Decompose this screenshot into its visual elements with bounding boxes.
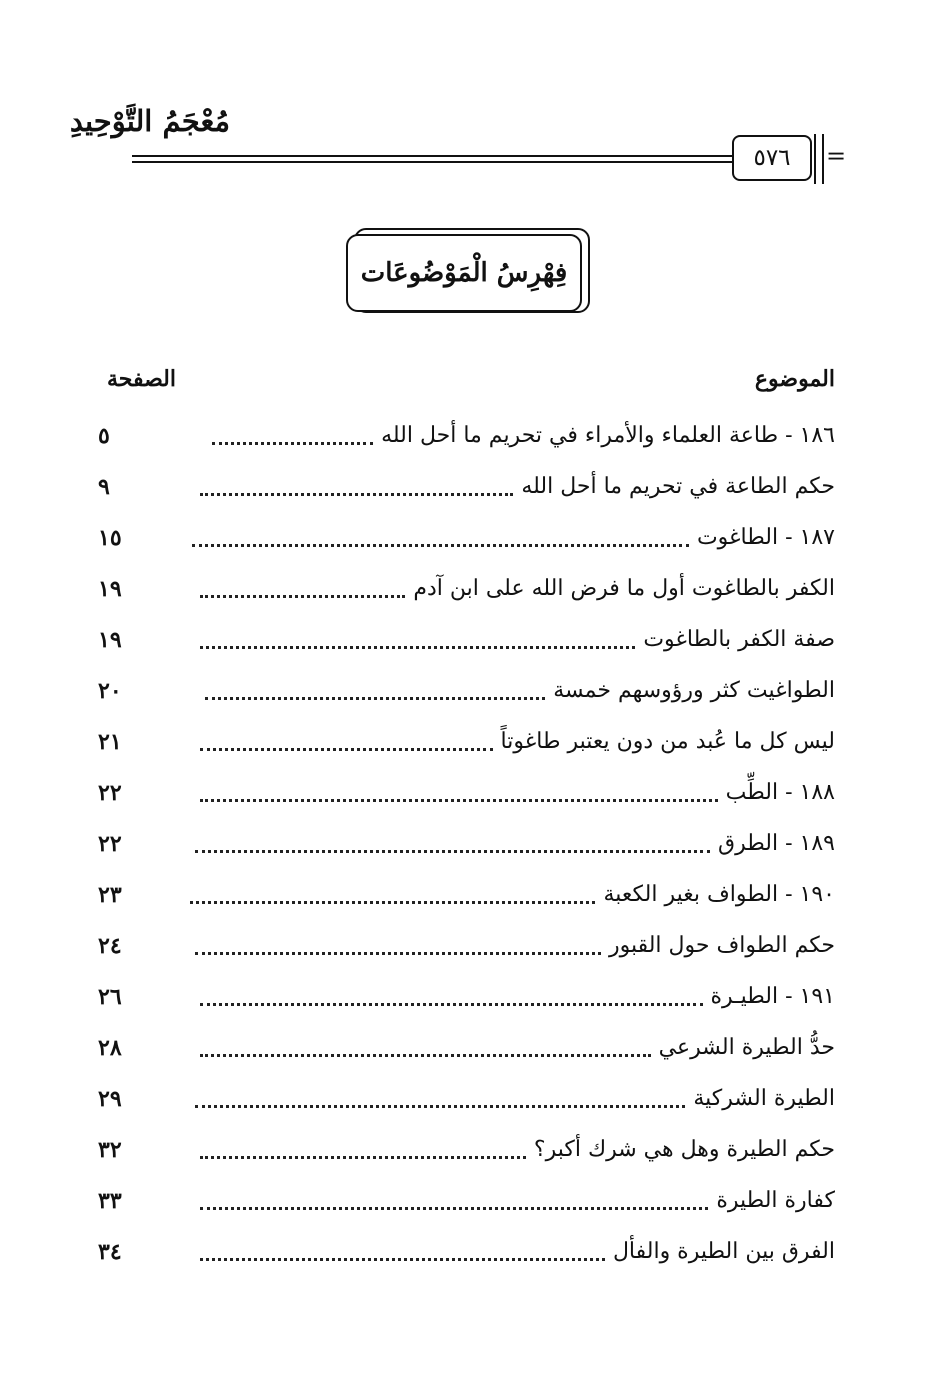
toc-entry[interactable] [60, 1232, 850, 1272]
toc-dot-leader [205, 697, 545, 700]
toc-dot-leader [200, 748, 493, 751]
toc-dot-leader [195, 850, 710, 853]
toc-dot-leader [192, 544, 689, 547]
toc-dot-leader [212, 442, 373, 445]
toc-entry-page: ٣٤ [98, 1239, 122, 1265]
toc-entry-page: ٢٦ [98, 984, 122, 1010]
toc-entry-topic: الطيرة الشركية [693, 1086, 835, 1111]
toc-entry-page: ٢٢ [98, 780, 122, 806]
toc-dot-leader [200, 1003, 703, 1006]
toc-entry-topic: حكم الطيرة وهل هي شرك أكبر؟ [533, 1137, 835, 1162]
toc-dot-leader [200, 799, 718, 802]
toc-entry[interactable] [60, 977, 850, 1017]
toc-entry-page: ١٥ [98, 525, 122, 551]
toc-entry-topic: ١٩١ - الطيـرة [710, 984, 835, 1009]
toc-entry[interactable] [60, 773, 850, 813]
title-box [346, 234, 582, 312]
toc-entry-page: ٩ [98, 474, 110, 500]
toc-dot-leader [200, 1207, 708, 1210]
toc-dot-leader [200, 646, 635, 649]
toc-entry[interactable] [60, 875, 850, 915]
toc-entry-page: ٢١ [98, 729, 122, 755]
toc-entry-page: ٢٢ [98, 831, 122, 857]
toc-entry-topic: حكم الطاعة في تحريم ما أحل الله [521, 474, 835, 499]
column-header-page: الصفحة [106, 366, 176, 392]
toc-dot-leader [195, 1105, 685, 1108]
running-header-title: مُعْجَمُ التَّوْحِيدِ [69, 104, 230, 138]
toc-dot-leader [195, 952, 601, 955]
toc-entry-topic: ١٩٠ - الطواف بغير الكعبة [603, 882, 835, 907]
toc-entry-topic: صفة الكفر بالطاغوت [643, 627, 835, 652]
page-title: فِهْرِسُ الْمَوْضُوعَات [360, 258, 568, 288]
toc-entry-topic: الفرق بين الطيرة والفأل [612, 1239, 835, 1264]
toc-entry[interactable] [60, 569, 850, 609]
toc-dot-leader [200, 1156, 526, 1159]
toc-entry-page: ٣٣ [98, 1188, 122, 1214]
header-ornament: = [826, 142, 847, 170]
toc-entry[interactable] [60, 518, 850, 558]
toc-entry-page: ٢٩ [98, 1086, 122, 1112]
toc-entry-page: ٢٣ [98, 882, 122, 908]
page-number-box [732, 135, 812, 181]
toc-entry[interactable] [60, 1181, 850, 1221]
toc-entry[interactable] [60, 1028, 850, 1068]
toc-entry[interactable] [60, 926, 850, 966]
toc-entry-page: ١٩ [98, 576, 122, 602]
toc-entry-page: ٥ [98, 423, 110, 449]
header-rule-bottom [132, 161, 732, 163]
toc-dot-leader [200, 1054, 651, 1057]
toc-entry-page: ١٩ [98, 627, 122, 653]
header-double-bar [814, 134, 824, 184]
toc-entry-page: ٢٠ [98, 678, 122, 704]
toc-entry-topic: الكفر بالطاغوت أول ما فرض الله على ابن آدم [413, 576, 835, 601]
toc-entry-topic: ١٨٨ - الطِّب [725, 780, 835, 805]
toc-entry-page: ٣٢ [98, 1137, 122, 1163]
toc-entry-topic: ١٨٧ - الطاغوت [696, 525, 835, 550]
toc-dot-leader [200, 493, 513, 496]
toc-entry-topic: حدُّ الطيرة الشرعي [658, 1035, 835, 1060]
toc-entry[interactable] [60, 824, 850, 864]
toc-dot-leader [200, 595, 405, 598]
toc-entry-topic: كفارة الطيرة [716, 1188, 835, 1213]
toc-entry-topic: الطواغيت كثر ورؤوسهم خمسة [553, 678, 835, 703]
toc-entry-page: ٢٨ [98, 1035, 122, 1061]
toc-entry[interactable] [60, 722, 850, 762]
header-rule-top [132, 155, 732, 157]
toc-entry[interactable] [60, 1130, 850, 1170]
toc-entry-topic: ليس كل ما عُبد من دون يعتبر طاغوتاً [500, 729, 835, 754]
page-number: ٥٧٦ [753, 145, 791, 171]
toc-entry-topic: ١٨٩ - الطرق [718, 831, 835, 856]
toc-entry[interactable] [60, 1079, 850, 1119]
toc-dot-leader [190, 901, 595, 904]
column-header-topic: الموضوع [754, 366, 835, 392]
toc-entry-page: ٢٤ [98, 933, 122, 959]
toc-entry-topic: حكم الطواف حول القبور [608, 933, 835, 958]
toc-entry[interactable] [60, 671, 850, 711]
toc-entry[interactable] [60, 416, 850, 456]
toc-entry[interactable] [60, 620, 850, 660]
toc-entry-topic: ١٨٦ - طاعة العلماء والأمراء في تحريم ما أحل الله [381, 423, 835, 448]
toc-dot-leader [200, 1258, 605, 1261]
toc-entry[interactable] [60, 467, 850, 507]
